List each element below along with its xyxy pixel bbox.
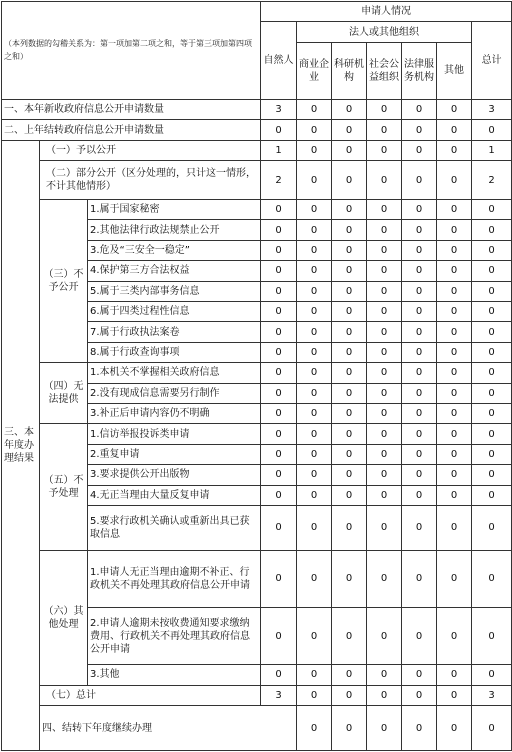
cell-value: 0 (437, 99, 472, 119)
cell-value: 0 (261, 485, 297, 505)
cell-value: 0 (472, 322, 512, 342)
table-row (2, 424, 512, 444)
cell-value: 0 (332, 220, 367, 240)
cell-value: 0 (332, 99, 367, 119)
cell-value: 0 (367, 220, 402, 240)
cell-value: 0 (297, 99, 332, 119)
cell-value: 0 (437, 424, 472, 444)
header-legal-group: 法人或其他组织 (297, 22, 472, 42)
cell-value: 0 (402, 261, 437, 281)
cell-value: 0 (402, 665, 437, 685)
cell-value: 3 (472, 685, 512, 705)
cell-value: 0 (437, 301, 472, 321)
cell-value: 0 (472, 608, 512, 665)
cell-value: 0 (437, 281, 472, 301)
cell-value: 0 (297, 706, 332, 751)
cell-value: 0 (367, 506, 402, 551)
disclosure-report-table (1, 1, 512, 751)
cell-value: 0 (367, 240, 402, 260)
cell-value: 2 (261, 161, 297, 200)
cell-value: 0 (402, 199, 437, 219)
cell-value: 0 (402, 363, 437, 383)
cell-value: 0 (261, 383, 297, 403)
row-label: （七）总计 (40, 685, 261, 705)
table-row (2, 199, 512, 219)
cell-value: 0 (332, 342, 367, 362)
table-row (2, 706, 512, 751)
cell-value: 0 (437, 404, 472, 424)
cell-value: 0 (332, 120, 367, 140)
section-3-label: 三、本年度办理结果 (2, 140, 40, 750)
table-row (2, 550, 512, 607)
cell-value: 0 (332, 140, 367, 160)
cell-value: 0 (367, 608, 402, 665)
cell-value: 0 (472, 506, 512, 551)
cell-value: 0 (437, 120, 472, 140)
cell-value: 0 (261, 120, 297, 140)
cell-value: 2 (472, 161, 512, 200)
cell-value: 0 (402, 140, 437, 160)
cell-value: 0 (437, 685, 472, 705)
cell-value: 0 (367, 404, 402, 424)
cell-value: 0 (472, 404, 512, 424)
cell-value: 0 (332, 485, 367, 505)
cell-value: 0 (261, 281, 297, 301)
row-label: 二、上年结转政府信息公开申请数量 (2, 120, 261, 140)
cell-value: 0 (297, 363, 332, 383)
cell-value: 0 (367, 99, 402, 119)
cell-value: 0 (261, 301, 297, 321)
cell-value: 0 (332, 665, 367, 685)
row-label: 5.属于三类内部事务信息 (88, 281, 261, 301)
row-label: 1.信访举报投诉类申请 (88, 424, 261, 444)
group-label: （五）不予处理 (40, 424, 88, 551)
cell-value: 0 (332, 281, 367, 301)
row-label-text: （二）部分公开 (46, 168, 116, 180)
cell-value: 0 (367, 444, 402, 464)
table-row (2, 140, 512, 160)
group-label: （三）不予公开 (40, 199, 88, 362)
row-label: 2.没有现成信息需要另行制作 (88, 383, 261, 403)
cell-value: 0 (437, 444, 472, 464)
cell-value: 0 (402, 383, 437, 403)
cell-value: 0 (367, 665, 402, 685)
row-label: 四、结转下年度继续办理 (40, 706, 297, 751)
header-other: 其他 (437, 42, 472, 99)
cell-value: 0 (402, 608, 437, 665)
cell-value: 0 (402, 465, 437, 485)
group-label: （四）无法提供 (40, 363, 88, 424)
row-label: 3.要求提供公开出版物 (88, 465, 261, 485)
cell-value: 0 (437, 550, 472, 607)
cell-value: 0 (332, 608, 367, 665)
cell-value: 0 (472, 665, 512, 685)
cell-value: 0 (261, 404, 297, 424)
cell-value: 0 (332, 706, 367, 751)
cell-value: 0 (402, 342, 437, 362)
row-label-note: （区分处理的，只计这一情形，不计其他情形） (46, 168, 256, 193)
cell-value: 0 (332, 161, 367, 200)
row-label: 3.危及“三安全一稳定” (88, 240, 261, 260)
cell-value: 0 (402, 322, 437, 342)
cell-value: 0 (472, 550, 512, 607)
group-label: （六）其他处理 (40, 550, 88, 685)
cell-value: 1 (472, 140, 512, 160)
row-label: 一、本年新收政府信息公开申请数量 (2, 99, 261, 119)
cell-value: 0 (437, 322, 472, 342)
cell-value: 0 (437, 665, 472, 685)
cell-value: 0 (367, 465, 402, 485)
cell-value: 0 (297, 685, 332, 705)
cell-value: 0 (472, 199, 512, 219)
cell-value: 1 (261, 140, 297, 160)
cell-value: 0 (297, 199, 332, 219)
cell-value: 0 (261, 465, 297, 485)
cell-value: 0 (367, 140, 402, 160)
cell-value: 0 (297, 161, 332, 200)
header-legal-service: 法律服务机构 (402, 42, 437, 99)
cell-value: 0 (297, 322, 332, 342)
row-label: 6.属于四类过程性信息 (88, 301, 261, 321)
cell-value: 3 (261, 685, 297, 705)
cell-value: 0 (332, 506, 367, 551)
cell-value: 0 (297, 424, 332, 444)
table-row (2, 363, 512, 383)
cell-value: 0 (402, 120, 437, 140)
cell-value: 0 (437, 506, 472, 551)
header-note: （本列数据的勾稽关系为：第一项加第二项之和，等于第三项加第四项之和） (2, 2, 261, 100)
header-business: 商业企业 (297, 42, 332, 99)
cell-value: 0 (367, 485, 402, 505)
cell-value: 0 (367, 383, 402, 403)
cell-value: 0 (402, 685, 437, 705)
cell-value: 0 (437, 608, 472, 665)
cell-value: 0 (437, 706, 472, 751)
header-applicant: 申请人情况 (261, 2, 512, 22)
table-row (2, 99, 512, 119)
cell-value: 0 (437, 140, 472, 160)
cell-value: 0 (367, 424, 402, 444)
cell-value: 0 (332, 363, 367, 383)
header-social: 社会公益组织 (367, 42, 402, 99)
cell-value: 0 (472, 261, 512, 281)
cell-value: 0 (472, 120, 512, 140)
cell-value: 0 (472, 485, 512, 505)
cell-value: 0 (261, 506, 297, 551)
cell-value: 0 (437, 485, 472, 505)
cell-value: 0 (332, 383, 367, 403)
cell-value: 0 (332, 685, 367, 705)
cell-value: 0 (367, 281, 402, 301)
cell-value: 0 (261, 665, 297, 685)
cell-value: 0 (261, 322, 297, 342)
cell-value: 0 (402, 281, 437, 301)
row-label: 4.无正当理由大量反复申请 (88, 485, 261, 505)
row-label: 1.申请人无正当理由逾期不补正、行政机关不再处理其政府信息公开申请 (88, 550, 261, 607)
cell-value: 0 (437, 220, 472, 240)
cell-value: 0 (437, 465, 472, 485)
cell-value: 0 (472, 444, 512, 464)
cell-value: 0 (402, 404, 437, 424)
cell-value: 0 (261, 199, 297, 219)
cell-value: 0 (402, 161, 437, 200)
header-research: 科研机构 (332, 42, 367, 99)
cell-value: 0 (297, 281, 332, 301)
cell-value: 0 (367, 685, 402, 705)
cell-value: 0 (297, 342, 332, 362)
header-total: 总计 (472, 22, 512, 100)
cell-value: 0 (437, 161, 472, 200)
cell-value: 0 (297, 444, 332, 464)
cell-value: 0 (402, 485, 437, 505)
cell-value: 0 (437, 383, 472, 403)
cell-value: 0 (297, 140, 332, 160)
cell-value: 0 (402, 444, 437, 464)
cell-value: 0 (437, 240, 472, 260)
cell-value: 0 (402, 240, 437, 260)
cell-value: 0 (367, 550, 402, 607)
cell-value: 0 (367, 363, 402, 383)
cell-value: 0 (261, 220, 297, 240)
cell-value: 0 (472, 281, 512, 301)
cell-value: 0 (297, 261, 332, 281)
cell-value: 0 (402, 424, 437, 444)
cell-value: 0 (261, 342, 297, 362)
cell-value: 0 (332, 261, 367, 281)
row-label: 1.属于国家秘密 (88, 199, 261, 219)
cell-value: 0 (332, 550, 367, 607)
cell-value: 0 (472, 706, 512, 751)
cell-value: 0 (402, 301, 437, 321)
cell-value: 0 (297, 485, 332, 505)
cell-value: 0 (367, 261, 402, 281)
cell-value: 0 (402, 220, 437, 240)
cell-value: 0 (297, 404, 332, 424)
table-row (2, 120, 512, 140)
cell-value: 0 (332, 199, 367, 219)
cell-value: 0 (297, 550, 332, 607)
cell-value: 0 (261, 608, 297, 665)
row-label: 1.本机关不掌握相关政府信息 (88, 363, 261, 383)
cell-value: 0 (402, 706, 437, 751)
cell-value: 0 (437, 261, 472, 281)
cell-value: 0 (297, 465, 332, 485)
cell-value: 0 (367, 301, 402, 321)
cell-value: 0 (297, 301, 332, 321)
cell-value: 0 (297, 383, 332, 403)
cell-value: 0 (437, 199, 472, 219)
row-label: 5.要求行政机关确认或重新出具已获取信息 (88, 506, 261, 551)
cell-value: 0 (332, 322, 367, 342)
cell-value: 0 (472, 301, 512, 321)
cell-value: 0 (261, 240, 297, 260)
cell-value: 0 (367, 199, 402, 219)
cell-value: 3 (261, 99, 297, 119)
cell-value: 0 (261, 444, 297, 464)
cell-value: 0 (367, 322, 402, 342)
cell-value: 0 (332, 424, 367, 444)
cell-value: 0 (472, 383, 512, 403)
cell-value: 0 (367, 161, 402, 200)
cell-value: 0 (402, 506, 437, 551)
cell-value: 0 (367, 706, 402, 751)
cell-value: 0 (402, 99, 437, 119)
cell-value: 0 (472, 220, 512, 240)
cell-value: 0 (297, 120, 332, 140)
header-natural-person: 自然人 (261, 22, 297, 100)
cell-value: 0 (472, 342, 512, 362)
row-label: 2.其他法律行政法规禁止公开 (88, 220, 261, 240)
cell-value: 0 (332, 301, 367, 321)
row-label: 2.申请人逾期未按收费通知要求缴纳费用、行政机关不再处理其政府信息公开申请 (88, 608, 261, 665)
row-label: 3.补正后申请内容仍不明确 (88, 404, 261, 424)
row-label: 7.属于行政执法案卷 (88, 322, 261, 342)
cell-value: 0 (332, 444, 367, 464)
cell-value: 0 (472, 424, 512, 444)
cell-value: 0 (297, 665, 332, 685)
cell-value: 0 (332, 404, 367, 424)
cell-value: 0 (297, 240, 332, 260)
table-row (2, 685, 512, 705)
row-label: 8.属于行政查询事项 (88, 342, 261, 362)
cell-value: 0 (261, 261, 297, 281)
row-label: 2.重复申请 (88, 444, 261, 464)
cell-value: 0 (437, 363, 472, 383)
cell-value: 0 (367, 120, 402, 140)
table-row (2, 161, 512, 200)
cell-value: 0 (297, 220, 332, 240)
cell-value: 0 (261, 550, 297, 607)
cell-value: 0 (472, 240, 512, 260)
cell-value: 0 (332, 240, 367, 260)
cell-value: 0 (367, 342, 402, 362)
cell-value: 3 (472, 99, 512, 119)
row-label (40, 161, 261, 200)
cell-value: 0 (402, 550, 437, 607)
cell-value: 0 (332, 465, 367, 485)
cell-value: 0 (472, 465, 512, 485)
row-label: 4.保护第三方合法权益 (88, 261, 261, 281)
cell-value: 0 (437, 342, 472, 362)
row-label: （一）予以公开 (40, 140, 261, 160)
cell-value: 0 (261, 424, 297, 444)
cell-value: 0 (472, 363, 512, 383)
cell-value: 0 (297, 506, 332, 551)
cell-value: 0 (261, 363, 297, 383)
row-label: 3.其他 (88, 665, 261, 685)
cell-value: 0 (297, 608, 332, 665)
